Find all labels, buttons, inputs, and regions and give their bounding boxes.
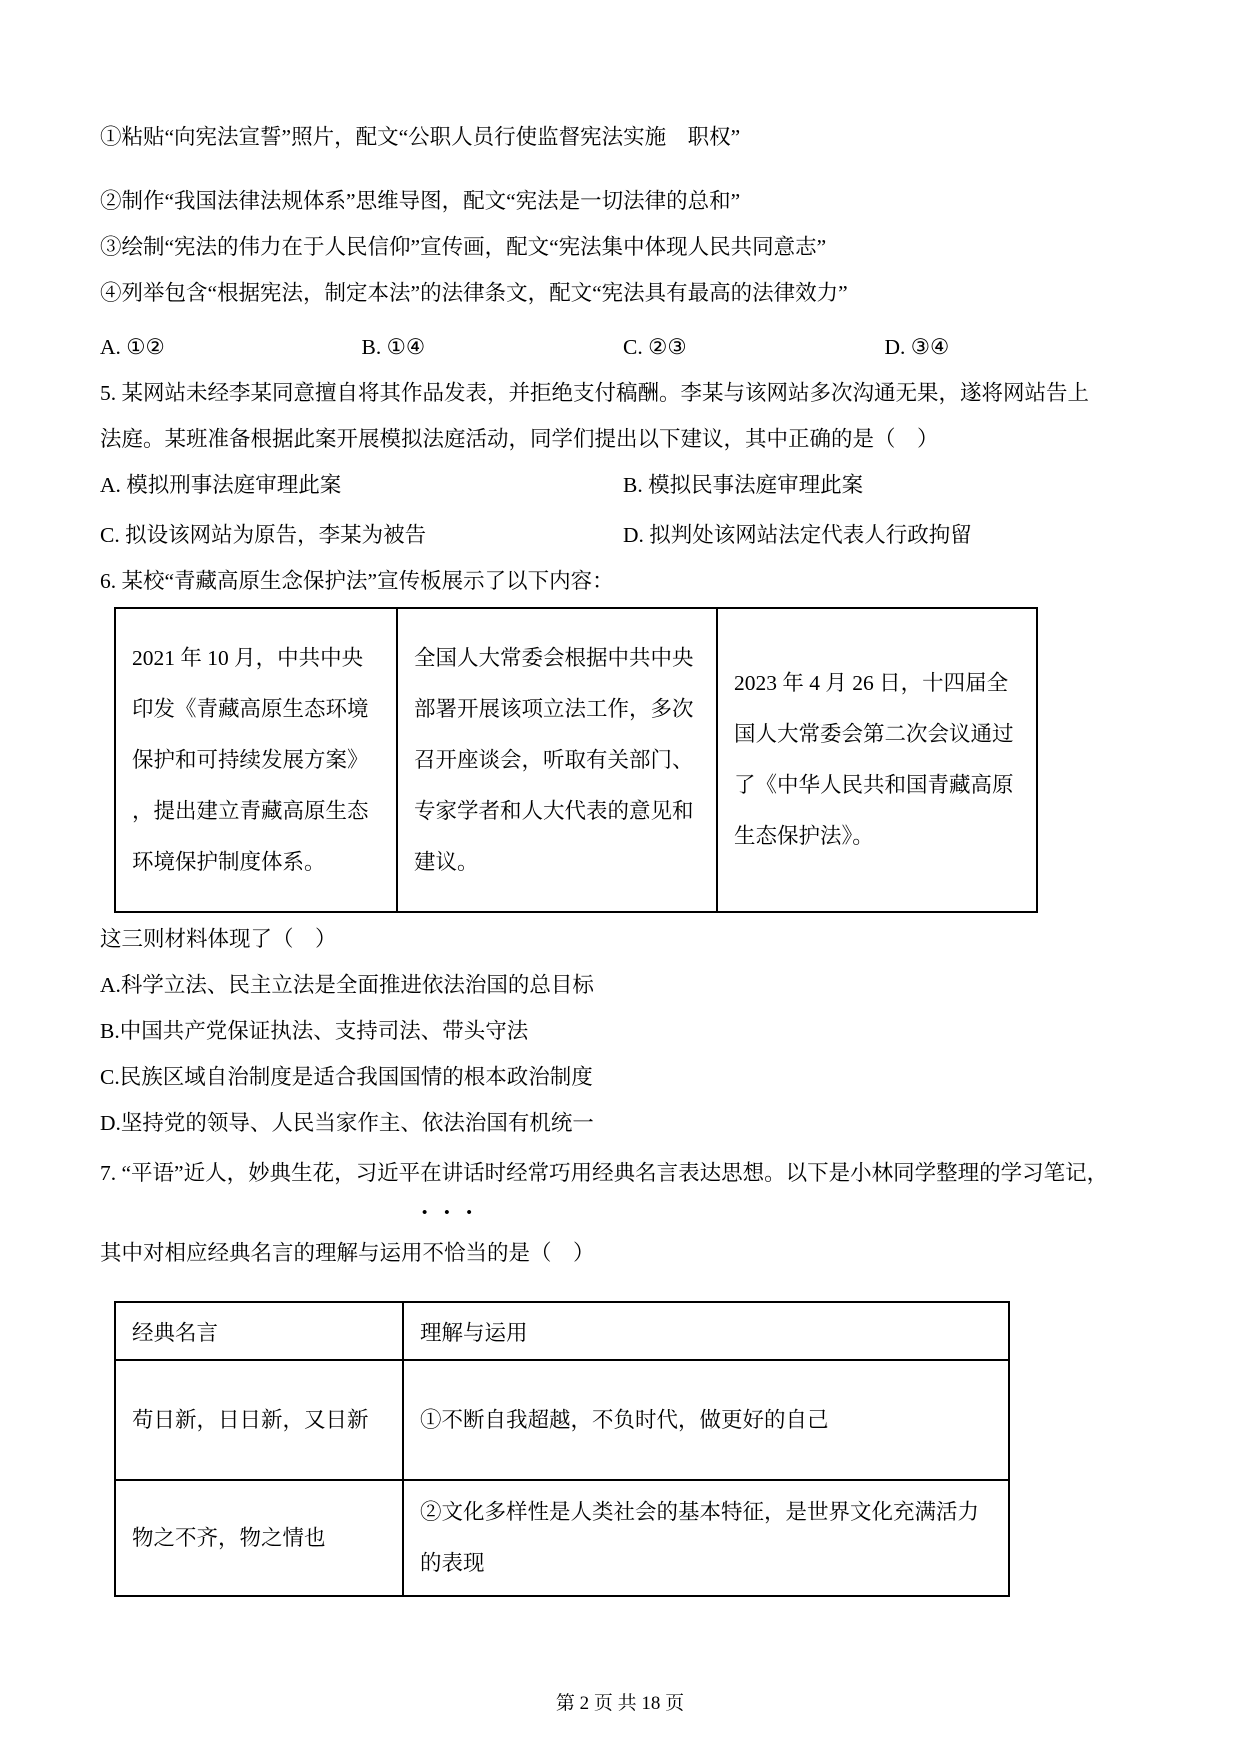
q4-statement-2: ②制作“我国法律法规体系”思维导图，配文“宪法是一切法律的总和” [100,189,741,213]
q6-material-3: 2023 年 4 月 26 日，十四届全国人大常委会第二次会议通过了《中华人民共和国青藏高原生态保护法》。 [717,608,1037,912]
q6-option-b: B.中国共产党保证执法、支持司法、带头守法 [100,1019,529,1043]
q7-row1-understanding: ①不断自我超越，不负时代，做更好的自己 [403,1360,1009,1480]
page-number-footer: 第 2 页 共 18 页 [555,1693,685,1714]
q4-option-d: D. ③④ [884,335,950,359]
q6-table-row [115,608,1037,912]
q4-statement-3: ③绘制“宪法的伟力在于人民信仰”宣传画，配文“宪法集中体现人民共同意志” [100,235,827,259]
q7-stem-line-2: 其中对相应经典名言的理解与运用不恰当的是（ ） [100,1241,595,1265]
q6-materials-table [114,607,1038,913]
q4-statement-1: ①粘贴“向宪法宣誓”照片，配文“公职人员行使监督宪法实施 职权” [100,125,741,149]
q4-option-b: B. ①④ [361,335,426,359]
q5-options-row-ab [100,462,1146,508]
q7-notes-table [114,1301,1010,1597]
q7-emphasis-dots: ••• [422,1205,489,1221]
q7-header-quote: 经典名言 [115,1302,403,1360]
q4-option-c: C. ②③ [623,335,687,359]
q7-table-row-1 [115,1360,1009,1480]
q7-table-row-2 [115,1480,1009,1596]
q4-option-a: A. ①② [100,335,165,359]
q5-stem-line-1: 5. 某网站未经李某同意擅自将其作品发表，并拒绝支付稿酬。李某与该网站多次沟通无果，遂将网站告上 [100,381,1090,405]
q7-stem-line-1: 7. “平语”近人，妙典生花，习近平在讲话时经常巧用经典名言表达思想。以下是小林同学整理的学习笔记， [100,1161,1109,1185]
q6-option-d: D.坚持党的领导、人民当家作主、依法治国有机统一 [100,1111,594,1135]
q6-prompt: 这三则材料体现了（ ） [100,927,337,951]
page-content [100,105,1146,1597]
q5-option-d: D. 拟判处该网站法定代表人行政拘留 [623,523,972,547]
q5-option-a: A. 模拟刑事法庭审理此案 [100,473,342,497]
q6-material-2: 全国人大常委会根据中共中央部署开展该项立法工作，多次召开座谈会，听取有关部门、专家学者和人大代表的意见和建议。 [397,608,717,912]
q7-row1-quote: 苟日新，日日新，又日新 [115,1360,403,1480]
q6-option-a: A.科学立法、民主立法是全面推进依法治国的总目标 [100,973,594,997]
q7-row2-quote: 物之不齐，物之情也 [115,1480,403,1596]
q4-options-row [100,324,1146,370]
q5-option-b: B. 模拟民事法庭审理此案 [623,473,864,497]
q6-option-c: C.民族区域自治制度是适合我国国情的根本政治制度 [100,1065,593,1089]
q6-material-1: 2021 年 10 月，中共中央印发《青藏高原生态环境保护和可持续发展方案》 ，提出建立青藏高原生态环境保护制度体系。 [115,608,397,912]
q7-row2-understanding: ②文化多样性是人类社会的基本特征，是世界文化充满活力的表现 [403,1480,1009,1596]
q6-stem: 6. 某校“青藏高原生念保护法”宣传板展示了以下内容： [100,569,614,593]
q4-statement-4: ④列举包含“根据宪法，制定本法”的法律条文，配文“宪法具有最高的法律效力” [100,281,848,305]
q7-header-understanding: 理解与运用 [403,1302,1009,1360]
q5-option-c: C. 拟设该网站为原告，李某为被告 [100,523,427,547]
q5-options-row-cd [100,512,1146,558]
q7-table-header-row [115,1302,1009,1360]
q5-stem-line-2: 法庭。某班准备根据此案开展模拟法庭活动，同学们提出以下建议，其中正确的是（ ） [100,427,939,451]
